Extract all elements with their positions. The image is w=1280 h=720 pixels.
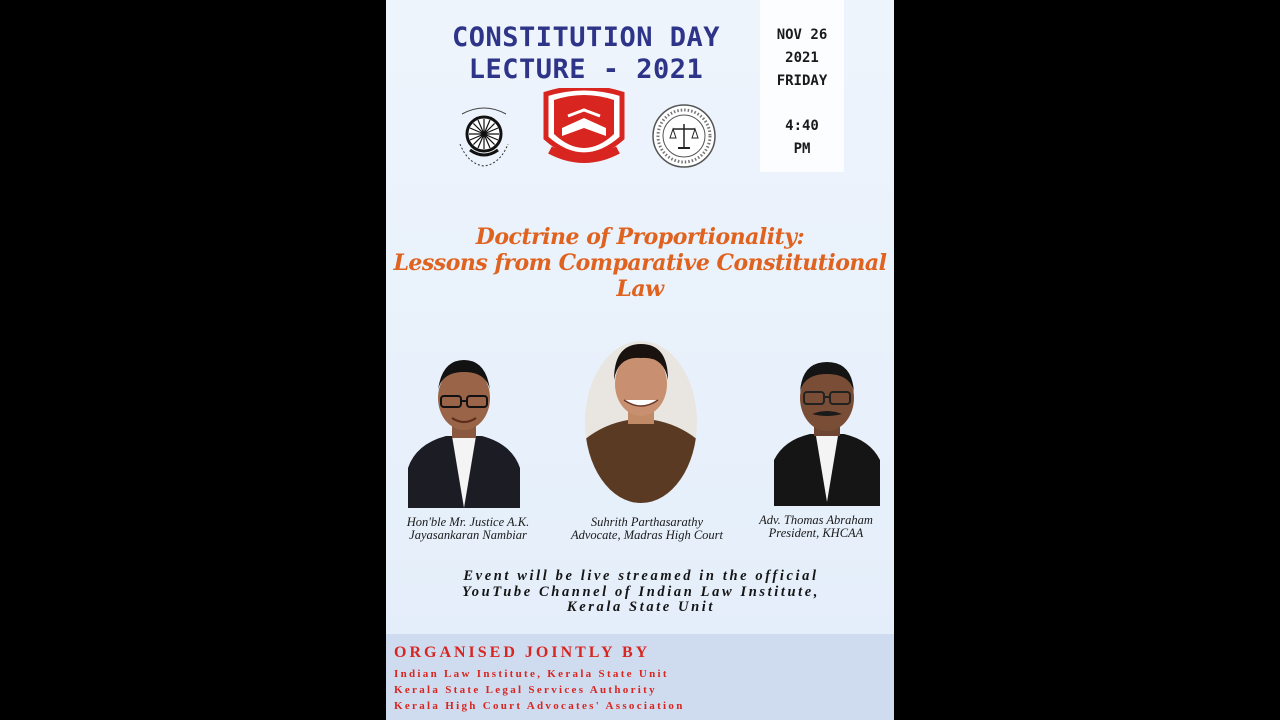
speaker-2-photo — [584, 340, 698, 504]
date-year: 2021 — [785, 50, 819, 66]
speaker-2-title: Advocate, Madras High Court — [570, 528, 724, 542]
organiser-item: Indian Law Institute, Kerala State Unit — [394, 668, 669, 680]
date-day: NOV 26 — [776, 27, 828, 43]
speaker-3-title: President, KHCAA — [768, 526, 864, 540]
speaker-1-title: Jayasankaran Nambiar — [409, 528, 527, 542]
time-value: 4:40 — [785, 118, 819, 134]
speaker-1-photo — [406, 356, 522, 508]
lecture-topic — [386, 224, 894, 302]
date-weekday: FRIDAY — [776, 73, 828, 89]
poster-title — [416, 22, 756, 86]
title-line-1: CONSTITUTION DAY — [451, 22, 721, 53]
date-box — [760, 0, 844, 172]
khcaa-scales-emblem-icon — [650, 102, 718, 170]
time-suffix: PM — [793, 141, 811, 157]
indian-law-institute-emblem-icon — [538, 88, 630, 168]
topic-line-3: Law — [616, 276, 664, 302]
organisers-panel — [386, 634, 894, 720]
organisers-heading: ORGANISED JOINTLY BY — [394, 644, 651, 661]
speaker-2-caption — [562, 516, 732, 542]
organiser-item: Kerala High Court Advocates' Association — [394, 700, 685, 712]
speaker-3-caption — [742, 514, 890, 540]
speaker-1-caption — [386, 516, 550, 542]
ashoka-chakra-emblem-icon — [448, 100, 520, 172]
stream-line-3: Kerala State Unit — [566, 599, 716, 615]
stream-line-1: Event will be live streamed in the official — [463, 568, 819, 584]
poster — [386, 0, 894, 720]
stream-line-2: YouTube Channel of Indian Law Institute, — [461, 583, 821, 600]
topic-line-1: Doctrine of Proportionality: — [475, 224, 805, 250]
title-line-2: LECTURE - 2021 — [468, 54, 704, 85]
speaker-3-photo — [774, 356, 880, 506]
livestream-notice — [406, 569, 876, 616]
topic-line-2: Lessons from Comparative Constitutional — [393, 250, 887, 276]
organiser-item: Kerala State Legal Services Authority — [394, 684, 657, 696]
speaker-1-name: Hon'ble Mr. Justice A.K. — [406, 515, 530, 529]
speaker-3-name: Adv. Thomas Abraham — [759, 513, 873, 527]
speaker-2-name: Suhrith Parthasarathy — [590, 515, 704, 529]
